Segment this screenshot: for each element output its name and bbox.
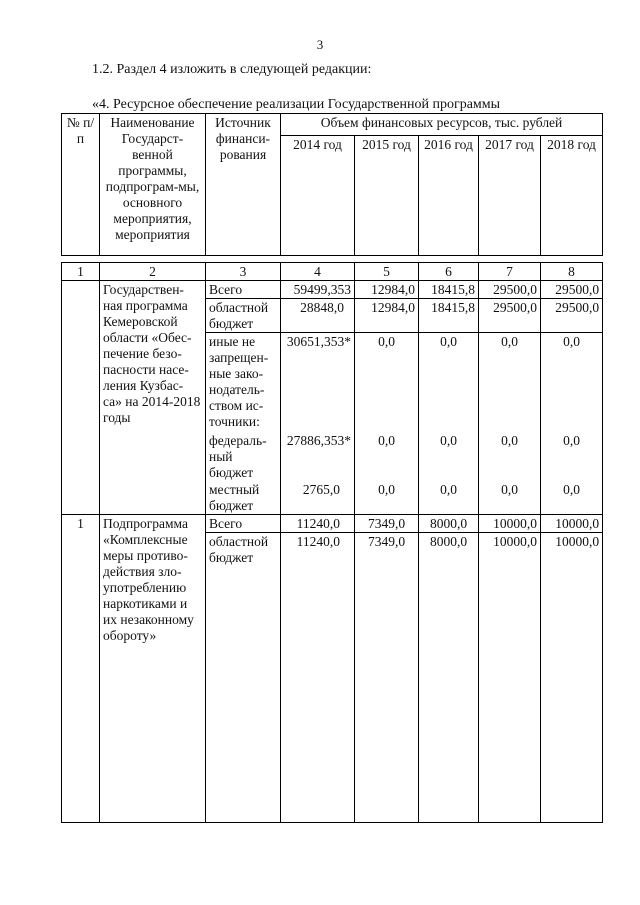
header-year: 2017 год [479, 136, 541, 256]
program-source: федераль-ный бюджет [206, 432, 281, 481]
header-volume: Объем финансовых ресурсов, тыс. рублей [281, 114, 603, 136]
subprogram-value: 8000,0 [419, 533, 479, 823]
subprogram-source: Всего [206, 515, 281, 533]
program-value: 2765,0 [281, 481, 355, 515]
column-number: 8 [541, 263, 603, 281]
program-value: 0,0 [479, 481, 541, 515]
header-year: 2015 год [355, 136, 419, 256]
header-year: 2014 год [281, 136, 355, 256]
header-row [62, 114, 603, 136]
program-num [62, 281, 100, 515]
program-value: 0,0 [479, 432, 541, 481]
program-value: 0,0 [541, 481, 603, 515]
program-value: 18415,8 [419, 299, 479, 333]
column-number: 6 [419, 263, 479, 281]
column-number: 3 [206, 263, 281, 281]
subprogram-value: 10000,0 [541, 515, 603, 533]
column-number: 2 [100, 263, 206, 281]
program-value: 0,0 [479, 333, 541, 433]
table-row [62, 515, 603, 533]
subprogram-value: 11240,0 [281, 533, 355, 823]
column-number: 7 [479, 263, 541, 281]
subprogram-num: 1 [62, 515, 100, 823]
financing-table [61, 113, 603, 823]
subprogram-value: 10000,0 [541, 533, 603, 823]
program-source: областной бюджет [206, 299, 281, 333]
program-value: 59499,353 [281, 281, 355, 299]
subprogram-value: 11240,0 [281, 515, 355, 533]
header-source: Источник финанси-рования [206, 114, 281, 256]
program-value: 12984,0 [355, 299, 419, 333]
header-name: Наименование Государст-венной программы, подпрограм-мы, основного мероприятия, мероприятия [100, 114, 206, 256]
subprogram-value: 7349,0 [355, 515, 419, 533]
column-number: 5 [355, 263, 419, 281]
subprogram-value: 8000,0 [419, 515, 479, 533]
program-value: 0,0 [541, 333, 603, 433]
program-value: 29500,0 [479, 299, 541, 333]
program-value: 28848,0 [281, 299, 355, 333]
subprogram-value: 10000,0 [479, 515, 541, 533]
program-value: 29500,0 [541, 281, 603, 299]
program-source: местный бюджет [206, 481, 281, 515]
table-row [62, 281, 603, 299]
subprogram-source: областной бюджет [206, 533, 281, 823]
program-value: 0,0 [355, 432, 419, 481]
page-number: 3 [316, 37, 324, 52]
program-value: 29500,0 [479, 281, 541, 299]
program-value: 0,0 [355, 333, 419, 433]
program-value: 0,0 [355, 481, 419, 515]
intro-text: 1.2. Раздел 4 изложить в следующей редакции: [92, 62, 372, 77]
column-number: 4 [281, 263, 355, 281]
section-title: «4. Ресурсное обеспечение реализации Государственной программы [92, 97, 501, 112]
subprogram-name: Подпрограмма «Комплексные меры противо-действия зло-употреблению наркотиками и их незаконному обороту» [100, 515, 206, 823]
header-year: 2018 год [541, 136, 603, 256]
program-value: 27886,353* [281, 432, 355, 481]
program-value: 0,0 [419, 481, 479, 515]
subprogram-value: 7349,0 [355, 533, 419, 823]
program-value: 12984,0 [355, 281, 419, 299]
column-number: 1 [62, 263, 100, 281]
program-value: 18415,8 [419, 281, 479, 299]
program-value: 29500,0 [541, 299, 603, 333]
program-name: Государствен-ная программа Кемеровской области «Обес-печение безо-пасности насе-ления Кузбас-са» на 2014-2018 годы [100, 281, 206, 515]
program-source: иные не запрещен-ные зако-нодатель-ством ис-точники: [206, 333, 281, 433]
program-value: 0,0 [541, 432, 603, 481]
subprogram-value: 10000,0 [479, 533, 541, 823]
header-num: № п/п [62, 114, 100, 256]
column-numbers-row [62, 263, 603, 281]
program-value: 0,0 [419, 333, 479, 433]
table-gap [62, 256, 603, 263]
program-value: 30651,353* [281, 333, 355, 433]
program-source: Всего [206, 281, 281, 299]
program-value: 0,0 [419, 432, 479, 481]
header-year: 2016 год [419, 136, 479, 256]
